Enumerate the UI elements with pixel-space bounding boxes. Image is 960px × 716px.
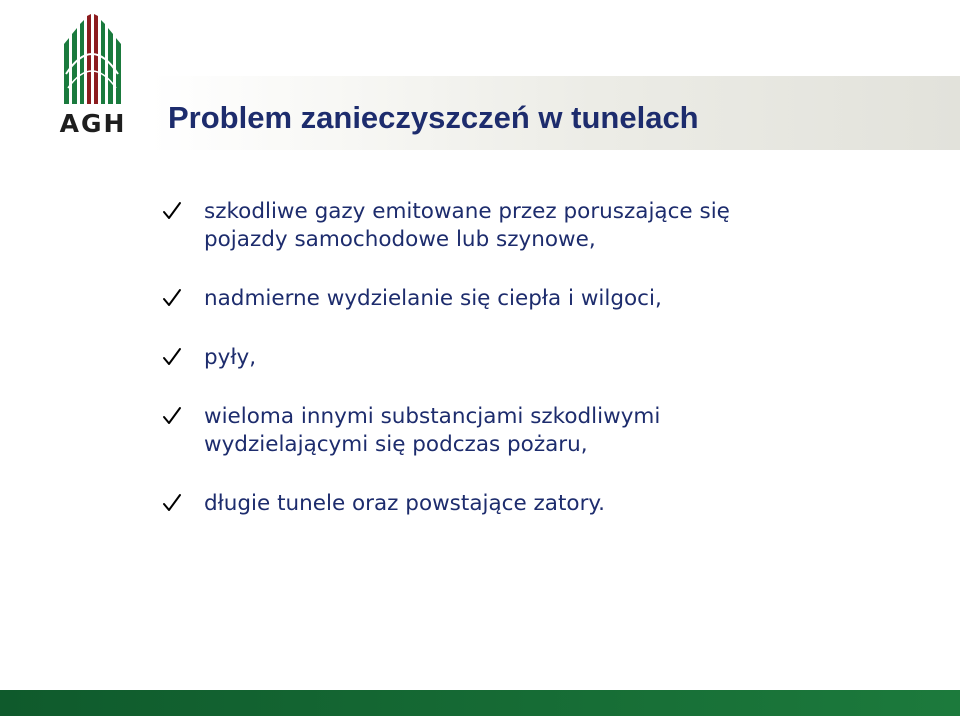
checkmark-icon bbox=[162, 346, 182, 368]
agh-logo-icon bbox=[56, 14, 130, 110]
bullet-item bbox=[162, 403, 922, 459]
bullet-text: nadmierne wydzielanie się ciepła i wilgoci, bbox=[204, 286, 662, 311]
bullet-item bbox=[162, 198, 922, 254]
logo-text: AGH bbox=[59, 109, 127, 138]
bullet-text: pyły, bbox=[204, 345, 257, 370]
bullet-item bbox=[162, 344, 922, 372]
bullet-item bbox=[162, 285, 922, 313]
footer-bar bbox=[0, 690, 960, 716]
bullet-text: długie tunele oraz powstające zatory. bbox=[204, 491, 605, 516]
bullet-text: wydzielającymi się podczas pożaru, bbox=[204, 432, 588, 457]
slide-title: Problem zanieczyszczeń w tunelach bbox=[168, 100, 699, 135]
checkmark-icon bbox=[162, 492, 182, 514]
bullet-list bbox=[162, 198, 922, 518]
checkmark-icon bbox=[162, 287, 182, 309]
bullet-item bbox=[162, 490, 922, 518]
agh-logo bbox=[56, 14, 130, 138]
bullet-text: szkodliwe gazy emitowane przez poruszające się bbox=[204, 199, 730, 224]
checkmark-icon bbox=[162, 200, 182, 222]
bullet-text: pojazdy samochodowe lub szynowe, bbox=[204, 227, 596, 252]
checkmark-icon bbox=[162, 405, 182, 427]
bullet-text: wieloma innymi substancjami szkodliwymi bbox=[204, 404, 661, 429]
